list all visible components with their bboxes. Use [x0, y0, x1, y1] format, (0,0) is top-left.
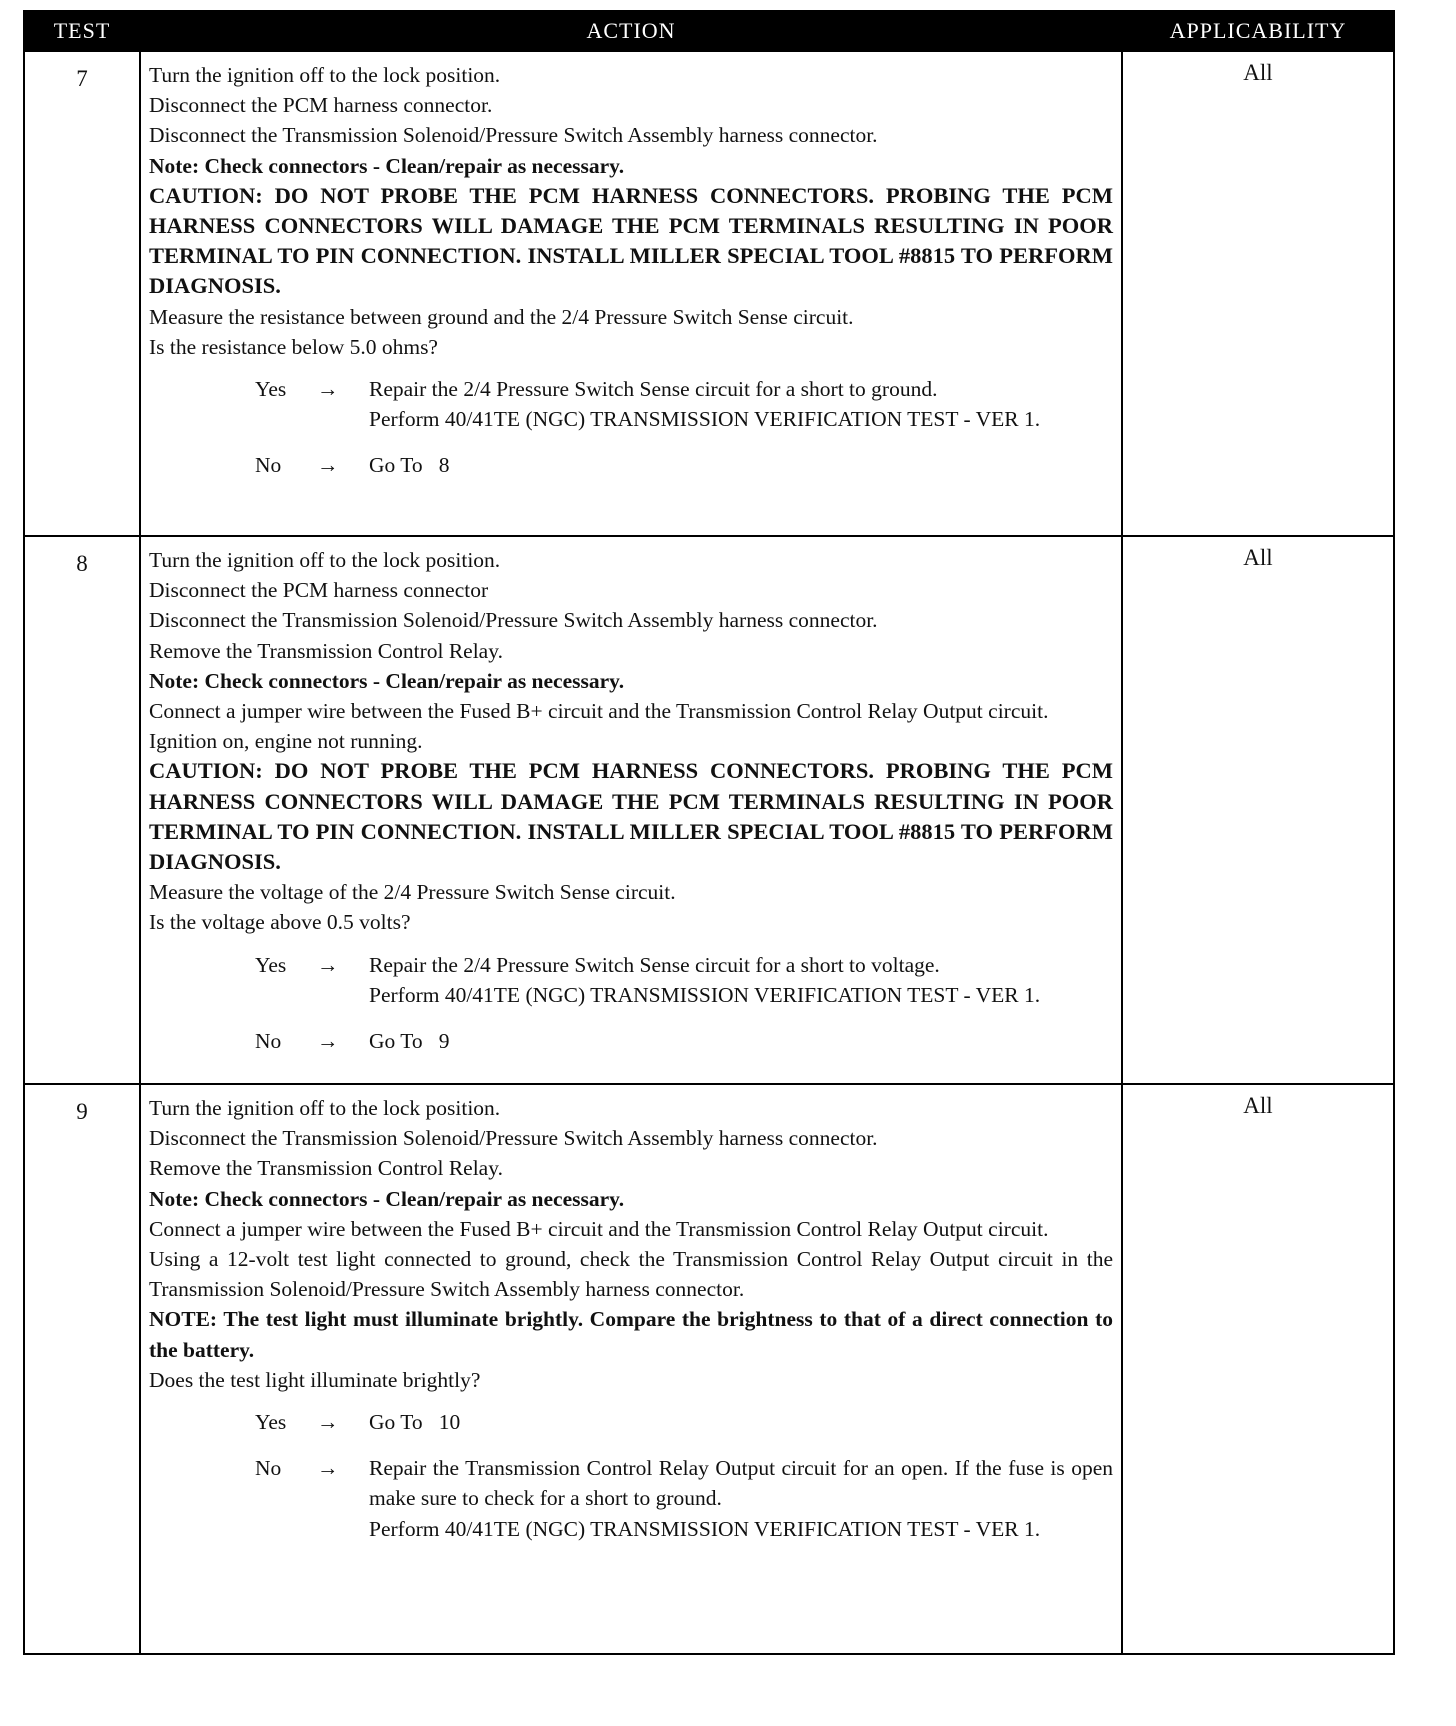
arrow-icon: → [317, 377, 339, 402]
question-text: Does the test light illuminate brightly? [149, 1367, 481, 1392]
action-step: Remove the Transmission Control Relay. [149, 1156, 503, 1181]
action-step: Using a 12-volt test light connected to ground, check the Transmission Control Relay Output circuit in the Transmission Solenoid/Pressure Switch Assembly harness connector. [149, 1247, 1113, 1302]
caution-text: CAUTION: DO NOT PROBE THE PCM HARNESS CONNECTORS. PROBING THE PCM HARNESS CONNECTORS WILL DAMAGE THE PCM TERMINALS RESULTING IN POOR TERMINAL TO PIN CONNECTION. INSTALL MILLER SPECIAL TOOL #8815 TO PERFORM DIAGNOSIS. [149, 182, 1113, 299]
result-line: Go To 10 [369, 1410, 461, 1435]
test-action [140, 51, 1122, 536]
yes-result-text [369, 1407, 1113, 1437]
header-applicability: APPLICABILITY [1122, 11, 1394, 51]
arrow-icon: → [317, 1456, 339, 1481]
no-label: No [255, 453, 282, 478]
note-text: Note: Check connectors - Clean/repair as necessary. [149, 1186, 625, 1211]
no-result-text [369, 450, 1113, 480]
action-step: Disconnect the PCM harness connector [149, 578, 489, 603]
result-line: Perform 40/41TE (NGC) TRANSMISSION VERIFICATION TEST - VER 1. [369, 407, 1041, 432]
action-step: Turn the ignition off to the lock position. [149, 1096, 501, 1120]
arrow-icon: → [317, 453, 339, 478]
yes-label: Yes [255, 952, 287, 977]
question-text: Is the voltage above 0.5 volts? [149, 910, 411, 935]
result-line: Go To 9 [369, 1029, 450, 1054]
test-action [140, 1084, 1122, 1654]
result-line: Repair the Transmission Control Relay Output circuit for an open. If the fuse is open make sure to check for a short to ground. [369, 1456, 1113, 1511]
caution-text: CAUTION: DO NOT PROBE THE PCM HARNESS CONNECTORS. PROBING THE PCM HARNESS CONNECTORS WILL DAMAGE THE PCM TERMINALS RESULTING IN POOR TERMINAL TO PIN CONNECTION. INSTALL MILLER SPECIAL TOOL #8815 TO PERFORM DIAGNOSIS. [149, 758, 1113, 875]
no-result-text [369, 1453, 1113, 1544]
test-number: 8 [24, 536, 140, 1084]
result-line: Repair the 2/4 Pressure Switch Sense circuit for a short to voltage. [369, 952, 940, 977]
arrow-icon: → [317, 1410, 339, 1435]
action-step: Turn the ignition off to the lock position. [149, 548, 501, 572]
applicability-value: All [1122, 1084, 1394, 1654]
note-text: NOTE: The test light must illuminate brightly. Compare the brightness to that of a direct connection to the battery. [149, 1307, 1113, 1362]
action-step: Remove the Transmission Control Relay. [149, 638, 503, 663]
yes-result-text [369, 950, 1113, 1010]
diagnostic-test-table [23, 10, 1395, 1655]
action-step: Connect a jumper wire between the Fused B+ circuit and the Transmission Control Relay Output circuit. [149, 1216, 1049, 1241]
note-text: Note: Check connectors - Clean/repair as necessary. [149, 153, 625, 178]
result-line: Perform 40/41TE (NGC) TRANSMISSION VERIFICATION TEST - VER 1. [369, 1516, 1041, 1541]
yes-result-text [369, 374, 1113, 434]
question-text: Is the resistance below 5.0 ohms? [149, 334, 438, 359]
action-step: Disconnect the Transmission Solenoid/Pressure Switch Assembly harness connector. [149, 608, 878, 633]
result-line: Go To 8 [369, 453, 450, 478]
test-number: 9 [24, 1084, 140, 1654]
test-row-9 [24, 1084, 1394, 1654]
no-label: No [255, 1029, 282, 1054]
action-step: Turn the ignition off to the lock position. [149, 63, 501, 87]
result-line: Perform 40/41TE (NGC) TRANSMISSION VERIFICATION TEST - VER 1. [369, 982, 1041, 1007]
action-step: Measure the resistance between ground and the 2/4 Pressure Switch Sense circuit. [149, 304, 854, 329]
applicability-value: All [1122, 51, 1394, 536]
result-line: Repair the 2/4 Pressure Switch Sense circuit for a short to ground. [369, 377, 938, 402]
yes-result [255, 1407, 1113, 1437]
yes-result [255, 374, 1113, 434]
test-action [140, 536, 1122, 1084]
arrow-icon: → [317, 952, 339, 977]
applicability-value: All [1122, 536, 1394, 1084]
no-result [255, 1026, 1113, 1056]
action-step: Disconnect the Transmission Solenoid/Pressure Switch Assembly harness connector. [149, 123, 878, 148]
diagnostic-test-document [23, 10, 1393, 1655]
no-label: No [255, 1456, 282, 1481]
action-step: Disconnect the PCM harness connector. [149, 93, 493, 118]
yes-label: Yes [255, 377, 287, 402]
header-test: TEST [24, 11, 140, 51]
table-header-row [24, 11, 1394, 51]
arrow-icon: → [317, 1029, 339, 1054]
action-step: Disconnect the Transmission Solenoid/Pressure Switch Assembly harness connector. [149, 1126, 878, 1151]
yes-result [255, 950, 1113, 1010]
no-result [255, 1453, 1113, 1544]
action-step: Connect a jumper wire between the Fused B+ circuit and the Transmission Control Relay Output circuit. [149, 699, 1049, 724]
test-row-7 [24, 51, 1394, 536]
action-step: Ignition on, engine not running. [149, 729, 423, 754]
yes-label: Yes [255, 1410, 287, 1435]
test-number: 7 [24, 51, 140, 536]
no-result [255, 450, 1113, 480]
note-text: Note: Check connectors - Clean/repair as necessary. [149, 668, 625, 693]
test-row-8 [24, 536, 1394, 1084]
no-result-text [369, 1026, 1113, 1056]
header-action: ACTION [140, 11, 1122, 51]
action-step: Measure the voltage of the 2/4 Pressure Switch Sense circuit. [149, 880, 676, 905]
